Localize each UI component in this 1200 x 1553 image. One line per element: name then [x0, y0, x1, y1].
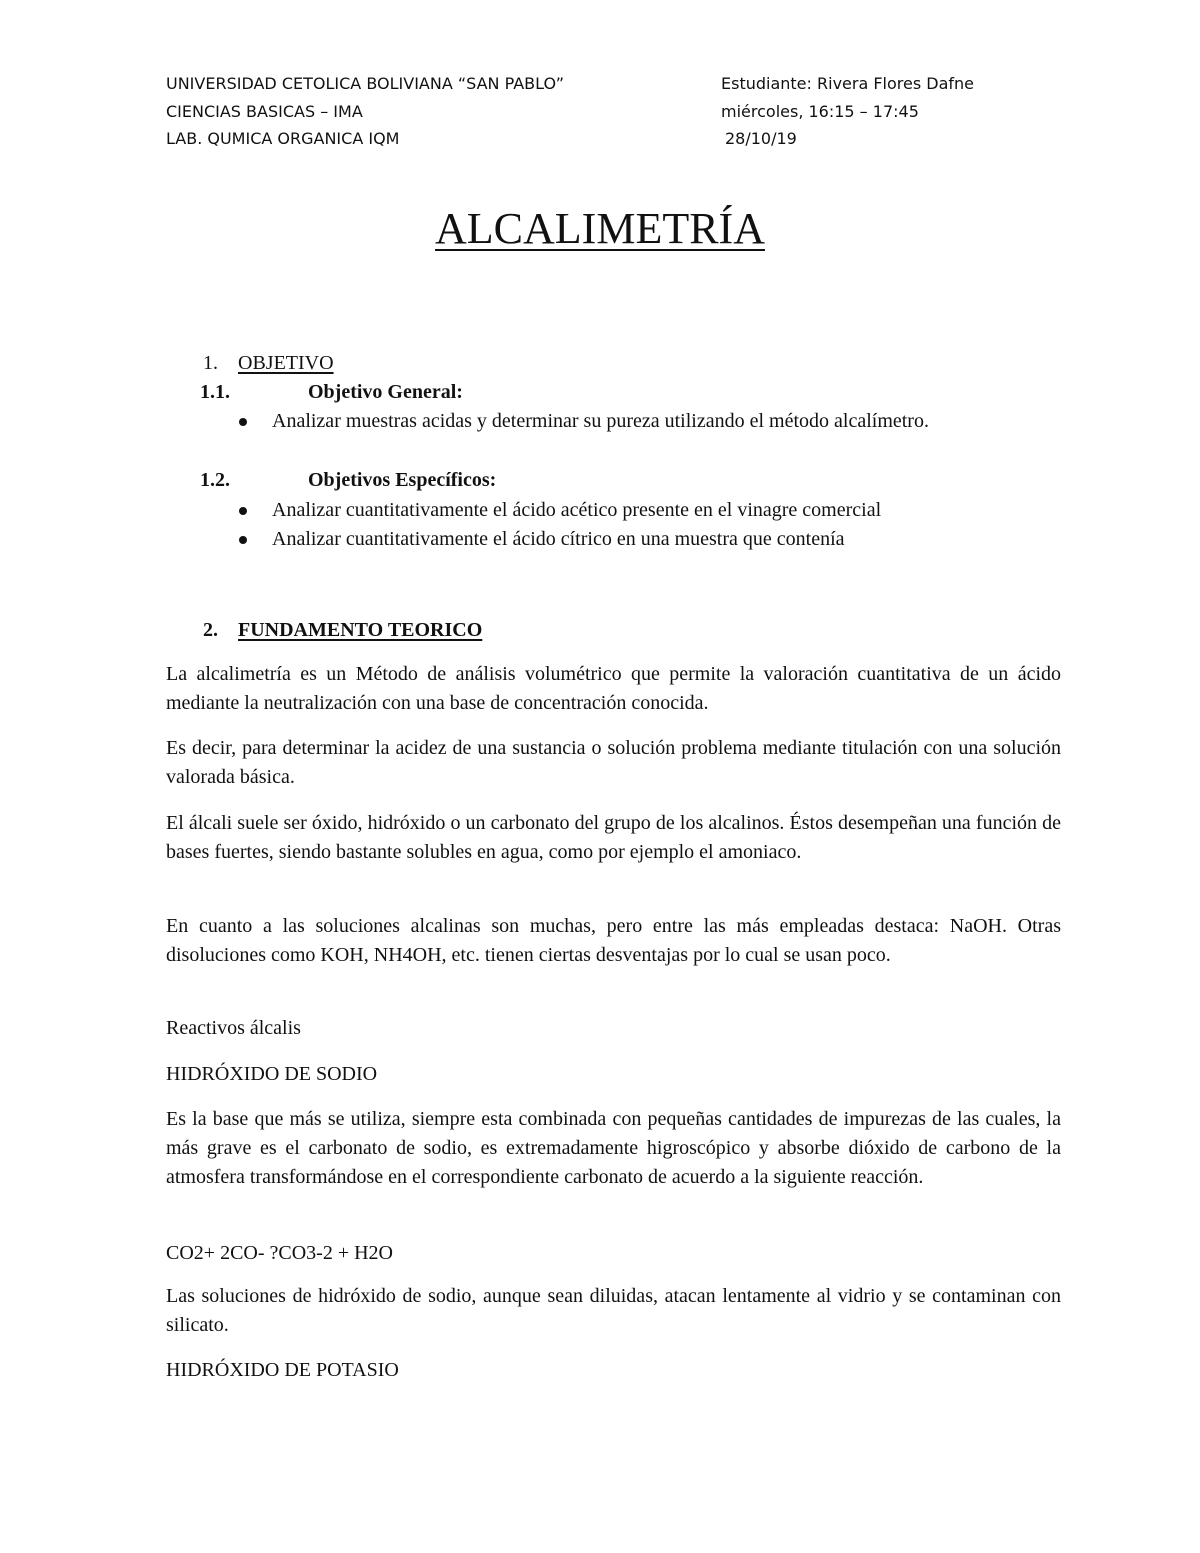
section-2-number: 2. — [203, 619, 218, 641]
section-2-heading: FUNDAMENTO TEORICO — [238, 619, 483, 641]
paragraph: Las soluciones de hidróxido de sodio, aunque sean diluidas, atacan lentamente al vidrio y se contaminan con silicato. — [166, 1285, 1061, 1336]
subsection-1-1-heading: Objetivo General: — [308, 381, 463, 403]
student-name: Estudiante: Rivera Flores Dafne — [721, 74, 975, 93]
paragraph: Es la base que más se utiliza, siempre esta combinada con pequeñas cantidades de impurezas de las cuales, la más grave es el carbonato de sodio, es extremadamente higroscópico y absorbe dióxido de carbono de la atmosfera transformándose en el correspondiente carbonato de acuerdo a la siguiente reacción. — [166, 1108, 1061, 1188]
bullet-icon — [239, 418, 247, 426]
university-name: UNIVERSIDAD CETOLICA BOLIVIANA “SAN PABLO” — [166, 74, 565, 93]
section-1-number: 1. — [203, 352, 218, 374]
paragraph: La alcalimetría es un Método de análisis volumétrico que permite la valoración cuantitativa de un ácido mediante la neutralización con una base de concentración conocida. — [166, 663, 1061, 714]
subsection-1-2-heading: Objetivos Específicos: — [308, 469, 497, 491]
paragraph: Es decir, para determinar la acidez de una sustancia o solución problema mediante titulación con una solución valorada básica. — [166, 737, 1061, 788]
reagents-label: Reactivos álcalis — [166, 1017, 301, 1039]
section-1-heading: OBJETIVO — [238, 352, 334, 374]
date: 28/10/19 — [725, 129, 797, 148]
schedule: miércoles, 16:15 – 17:45 — [721, 102, 919, 121]
paragraph: El álcali suele ser óxido, hidróxido o un carbonato del grupo de los alcalinos. Éstos desempeñan una función de bases fuertes, siendo bastante solubles en agua, como por ejemplo el amoniaco. — [166, 812, 1061, 863]
subsection-1-2-number: 1.2. — [200, 469, 230, 491]
department-name: CIENCIAS BASICAS – IMA — [166, 102, 363, 121]
bullet-icon — [239, 536, 247, 544]
sodium-hydroxide-heading: HIDRÓXIDO DE SODIO — [166, 1063, 378, 1085]
paragraph: En cuanto a las soluciones alcalinas son muchas, pero entre las más empleadas destaca: NaOH. Otras disoluciones como KOH, NH4OH, etc. tienen ciertas desventajas por lo cual se usan poco. — [166, 915, 1061, 966]
specific-objective-item: Analizar cuantitativamente el ácido cítrico en una muestra que contenía — [272, 528, 845, 550]
specific-objective-item: Analizar cuantitativamente el ácido acético presente en el vinagre comercial — [272, 499, 882, 521]
page-title: ALCALIMETRÍA — [435, 204, 765, 253]
subsection-1-1-number: 1.1. — [200, 381, 230, 403]
general-objective-item: Analizar muestras acidas y determinar su pureza utilizando el método alcalímetro. — [272, 410, 929, 432]
bullet-icon — [239, 507, 247, 515]
potassium-hydroxide-heading: HIDRÓXIDO DE POTASIO — [166, 1359, 399, 1381]
reaction-equation: CO2+ 2CO- ?CO3-2 + H2O — [166, 1242, 393, 1264]
lab-name: LAB. QUMICA ORGANICA IQM — [166, 129, 400, 148]
